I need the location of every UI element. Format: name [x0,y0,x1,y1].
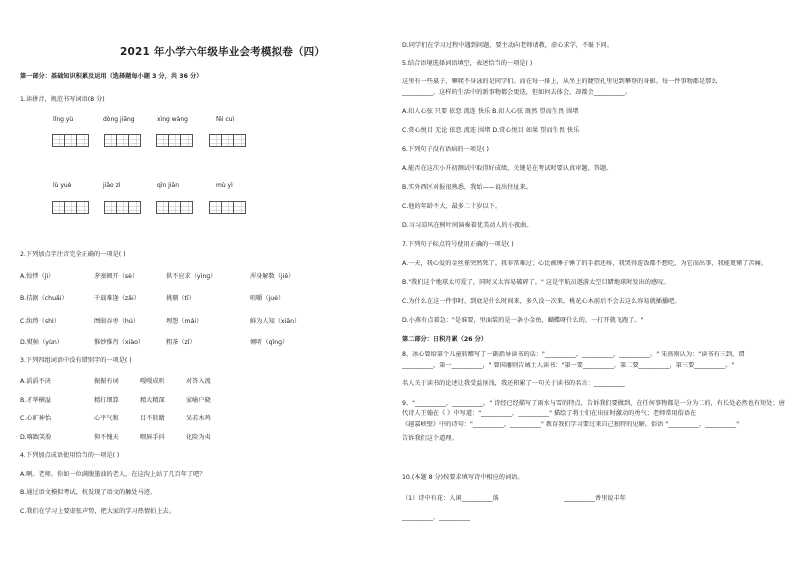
q5-passage-2: __________，这样的生活中的新事物都会更迭，但如何去体会，却都会__________。 [402,89,631,96]
q5-option-cd: C.赏心悦目 无论 依恋 流连 围堵 D.赏心悦目 如果 望而生畏 快乐 [402,127,580,134]
q2-option: 惟妙惟肖（xiào） [94,339,145,346]
q2-option: 挑剔（tī） [166,295,195,302]
page-title: 2021 年小学六年级毕业会考模拟卷（四） [120,46,326,58]
q7-option-c: C.为什么在这一件事时，到底是什么时间来，多久没一次来，桃花心木前后不会去这么容易就插播吧。 [402,298,681,305]
q6-option-d: D.习习凉风在树叶间演奏着优美动人的小夜曲。 [402,222,533,229]
q7-option-b: B."我们这个地球太可爱了，同时又太容易破碎了。" 这是宇航员遨游太空目睹地球时发出的感叹。 [402,279,670,286]
q3-option: 仰不愧天 [94,434,119,441]
pinyin-3: xìng wàng [157,116,188,123]
q3-option: B.才华横溢 [20,397,51,404]
writing-grid-6[interactable] [104,201,141,214]
pinyin-8: mù yì [216,182,233,189]
part2-heading: 第二部分：日积月累（26 分） [402,336,488,343]
q6-option-b: B.实外西区对报很熟悉，我始——说出往址来。 [402,184,532,191]
q2-option: C.纨绔（shì） [20,318,60,325]
q9-line-3: 告诉我们这个道理。 [402,435,458,442]
writing-grid-4[interactable] [209,134,246,147]
q2-option: 咀嚼（jué） [250,295,285,302]
q2-option: 千载难逢（zǎi） [94,295,140,302]
q2-option: 埋怨（mái） [166,318,203,325]
writing-grid-7[interactable] [156,201,193,214]
q3-text: 3.下列四组词语中没有错别字的一项是( ) [20,357,132,364]
q5-text: 5.结合语境选择词语填空，表述恰当的一项是( ) [402,60,533,67]
q8-line-1: 8、冰心曾给第个儿童转赠写了一副指导读书的话："__________，__________，__________。" 朱熹则认为："读书有三到，谓 [402,351,745,358]
q2-option: 倾听（qīnɡ） [250,339,289,346]
q3-option: 嘎嘎成听 [140,378,165,385]
q2-option: 粗茶（zǐ） [166,339,196,346]
q8-line-3: 名人关于读书的论述让我受益匪浅，我还积累了一句关于读书的名言：__________ [402,380,625,387]
q3-option: 家喻户晓 [186,397,211,404]
q3-option: 精打细算 [94,397,119,404]
q2-option: A.惊悸（jì） [20,273,55,280]
q5-passage: 这里有一些桌子，攀爬不身泳的是同学们。而在每一排上，从坐上的睫望孔里见到攀登的身影。每一件事物都是那么 [402,78,718,85]
writing-grid-1[interactable] [52,134,89,147]
q3-option: 化险为夷 [186,434,211,441]
pinyin-5: lù yuè [53,182,72,189]
q4-option-d: D.同学们在学习过程中遇到问题，要主动向老师请教，虚心求学，不耻下问。 [402,42,613,49]
pinyin-4: fēi cuì [216,116,235,123]
q3-option: A.滔滔不决 [20,378,51,385]
q8-line-2: __________，第一__________，" 曾国藩则告诫士人读书："第一要__________，第二要__________，第三要__________。" [402,362,735,369]
pinyin-6: jiāo zì [103,182,121,189]
q2-option: D.熨帖（yùn） [20,339,63,346]
q6-option-a: A.能否在这次小升初测试中取得好成绩，关键是在考试时要认真审题、答题。 [402,165,613,172]
writing-grid-8[interactable] [209,201,246,214]
q4-option-c: C.我们在学习上要虚张声势，把大家的学习热情拍上去。 [20,508,175,515]
q2-option: 供不应求（yìnɡ） [166,273,217,280]
pinyin-1: lǐng yù [53,116,74,123]
q3-option: 精大精深 [140,397,165,404]
q10-1-mid: __________香里说丰年 [564,495,626,502]
q2-option: B.拮据（chuǎi） [20,295,68,302]
q3-option: 心平气和 [94,415,119,422]
q6-text: 6.下列句子没有语病的一项是( ) [402,146,489,153]
q10-text: 10.(本题 8 分)按要求填写诗中相应的词语。 [402,474,524,481]
q3-option: 对答入流 [186,378,211,385]
q2-option: 鲜为人知（xiān） [250,318,301,325]
q7-text: 7.下列句子标点符号使用正确的一项是( ) [402,241,514,248]
writing-grid-5[interactable] [52,201,89,214]
q3-option: C.心旷神怡 [20,415,52,422]
q10-1-line2: __________，__________ [402,514,471,521]
q3-option: 喂唇手抖 [140,434,165,441]
pinyin-2: dòng jiāng [103,116,135,123]
q9-line-1: 9、"__________，__________。" 诗经已经描写了雨水与雪的特点，告诉我们要做到，在任何事物都是一分为二的，有长处必然也有短处；唐代诗人王翰在《 》中写道："__________，__________" 描绘了将士们在出征时激动的勇气；老师常用俗语在 [402,400,785,417]
q1-text: 1.读拼音，规范书写词语(8 分) [20,96,105,103]
q4-option-b: B.通过语文模拟考试，杭发现了语文的触处马迹。 [20,489,157,496]
pinyin-7: qīn jiān [157,182,179,189]
q3-option: 目不转睛 [140,415,165,422]
q6-option-c: C.他的年龄不大，最多二十岁以下。 [402,203,502,210]
q2-text: 2.下列加点字注音完全正确的一项是( ) [20,251,126,258]
q2-option: 囫囵吞枣（hú） [94,318,139,325]
q3-option: D.喀跟笑脸 [20,434,52,441]
q5-option-ab: A.扣人心弦 只要 依恋 流连 快乐 B.扣人心弦 既然 望而生畏 围堵 [402,108,579,115]
part1-heading: 第一部分：基础知识积累及运用（选择题每小题 3 分，共 36 分） [20,73,203,80]
q2-option: 茅塞顿开（sè） [94,273,139,280]
writing-grid-3[interactable] [156,134,193,147]
q2-option: 浑身解数（jiě） [250,273,295,280]
q4-text: 4.下列加点成语使用恰当的一项是( ) [20,452,120,459]
q3-option: 振振有词 [94,378,119,385]
q7-option-a: A.一天，我心爱的金丝雀突然死了。我非常难过；心比被锤子锤了的手指还疼，我哭得连饭都不想吃，为它而出事，我能更懂了苦痛。 [402,260,767,267]
q4-option-a: A.啊。老师。你如一位满腹墨油的老人，在这沟上站了几百年了吧？ [20,471,206,478]
q9-line-2: 《越嘉峡壁》中的诗句："__________，__________" 教育我们学习要过来自己独特的见解。俗语 "__________，__________" [402,421,740,428]
q7-option-d: D.小燕有点着急："是谁要，里面装的是一条小金鱼，蝴蝶呀什么的，一打开就飞跑了。" [402,317,644,324]
q10-1-label: （1）诗中有花：人闲__________落 [402,495,499,502]
writing-grid-2[interactable] [104,134,141,147]
q3-option: 呆若木鸡 [186,415,211,422]
